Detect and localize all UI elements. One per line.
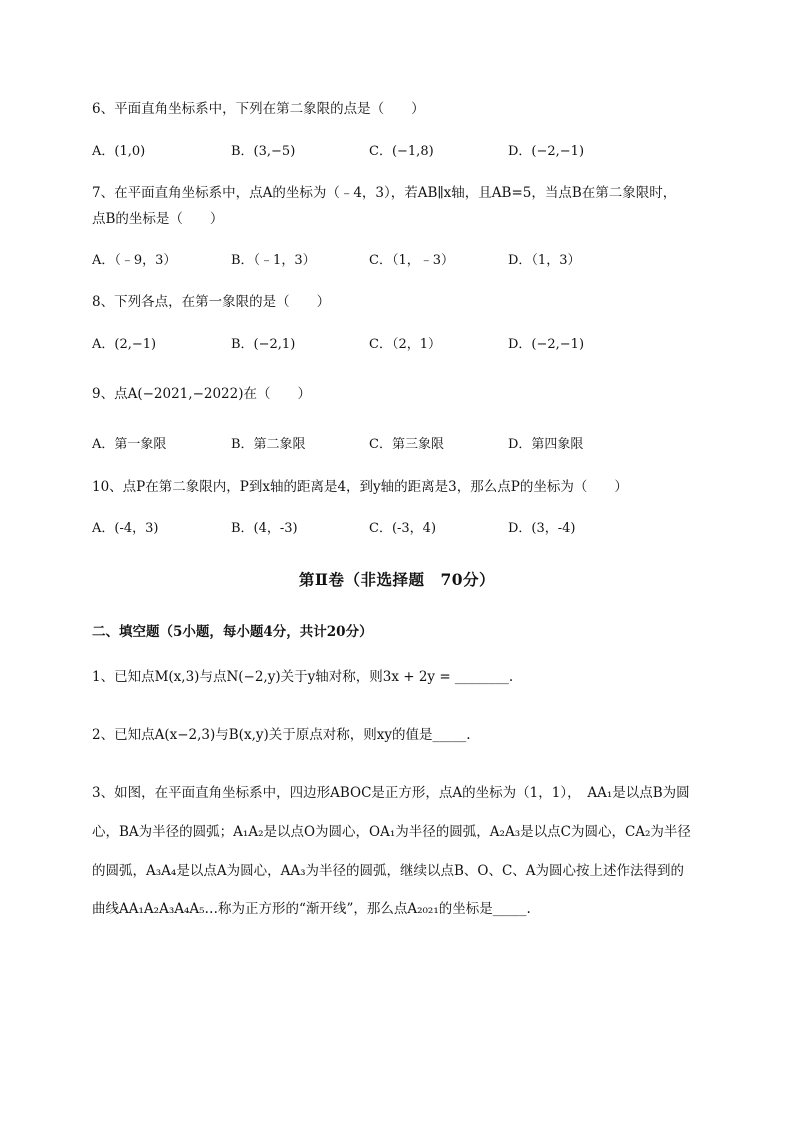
section-2-heading: 二、填空题（5小题，每小题4分，共计20分） xyxy=(92,624,373,640)
q6-option-c[interactable]: C．(−1,8) xyxy=(369,144,434,159)
fill-question-3-line3: 的圆弧，A₃A₄是以点A为圆心，AA₃为半径的圆弧，继续以点B、O、C、A为圆心按上述作法得到的 xyxy=(92,863,685,879)
q8-option-a[interactable]: A．(2,−1) xyxy=(92,337,157,352)
q8-option-b[interactable]: B．(−2,1) xyxy=(231,337,296,352)
q9-option-c[interactable]: C．第三象限 xyxy=(369,437,444,452)
q7-option-a[interactable]: A．（﹣9，3） xyxy=(92,253,177,268)
q10-option-d[interactable]: D．(3，-4) xyxy=(508,521,576,536)
q6-option-a[interactable]: A．(1,0) xyxy=(92,144,146,159)
q7-option-d[interactable]: D．（1，3） xyxy=(508,253,581,268)
q6-option-d[interactable]: D．(−2,−1) xyxy=(508,144,585,159)
fill-question-2: 2、已知点A(x−2,3)与B(x,y)关于原点对称，则xy的值是_____. xyxy=(92,727,471,743)
part-2-title: 第Ⅱ卷（非选择题 70分） xyxy=(298,570,496,589)
q10-option-b[interactable]: B．(4，-3) xyxy=(231,521,298,536)
q7-option-b[interactable]: B．（﹣1，3） xyxy=(231,253,316,268)
question-7-stem-line1: 7、在平面直角坐标系中，点A的坐标为（﹣4，3），若AB∥x轴，且AB=5，当点B在第二象限时， xyxy=(92,185,677,201)
q8-option-d[interactable]: D．(−2,−1) xyxy=(508,337,585,352)
question-7-stem-line2: 点B的坐标是（ ） xyxy=(92,211,224,227)
question-6-stem: 6、平面直角坐标系中，下列在第二象限的点是（ ） xyxy=(92,101,425,117)
question-8-stem: 8、下列各点，在第一象限的是（ ） xyxy=(92,294,331,310)
fill-question-3-line1: 3、如图，在平面直角坐标系中，四边形ABOC是正方形，点A的坐标为（1，1）， AA₁是以点B为圆 xyxy=(92,785,690,801)
question-9-stem: 9、点A(−2021,−2022)在（ ） xyxy=(92,386,311,402)
q7-option-c[interactable]: C．（1，﹣3） xyxy=(369,253,454,268)
question-10-stem: 10、点P在第二象限内，P到x轴的距离是4，到y轴的距离是3，那么点P的坐标为（ ） xyxy=(92,479,628,495)
fill-question-1: 1、已知点M(x,3)与点N(−2,y)关于y轴对称，则3x + 2y = ________. xyxy=(92,669,514,685)
fill-question-3-line2: 心，BA为半径的圆弧；A₁A₂是以点O为圆心，OA₁为半径的圆弧，A₂A₃是以点C为圆心，CA₂为半径 xyxy=(92,824,691,840)
q10-option-c[interactable]: C．(-3，4) xyxy=(369,521,437,536)
fill-question-3-line4: 曲线AA₁A₂A₃A₄A₅…称为正方形的“渐开线”，那么点A₂₀₂₁的坐标是_____. xyxy=(92,901,531,917)
q9-option-b[interactable]: B．第二象限 xyxy=(231,437,306,452)
q6-option-b[interactable]: B．(3,−5) xyxy=(231,144,296,159)
q9-option-d[interactable]: D．第四象限 xyxy=(508,437,584,452)
q10-option-a[interactable]: A．(-4，3) xyxy=(92,521,159,536)
q8-option-c[interactable]: C．（2，1） xyxy=(369,337,441,352)
q9-option-a[interactable]: A．第一象限 xyxy=(92,437,167,452)
